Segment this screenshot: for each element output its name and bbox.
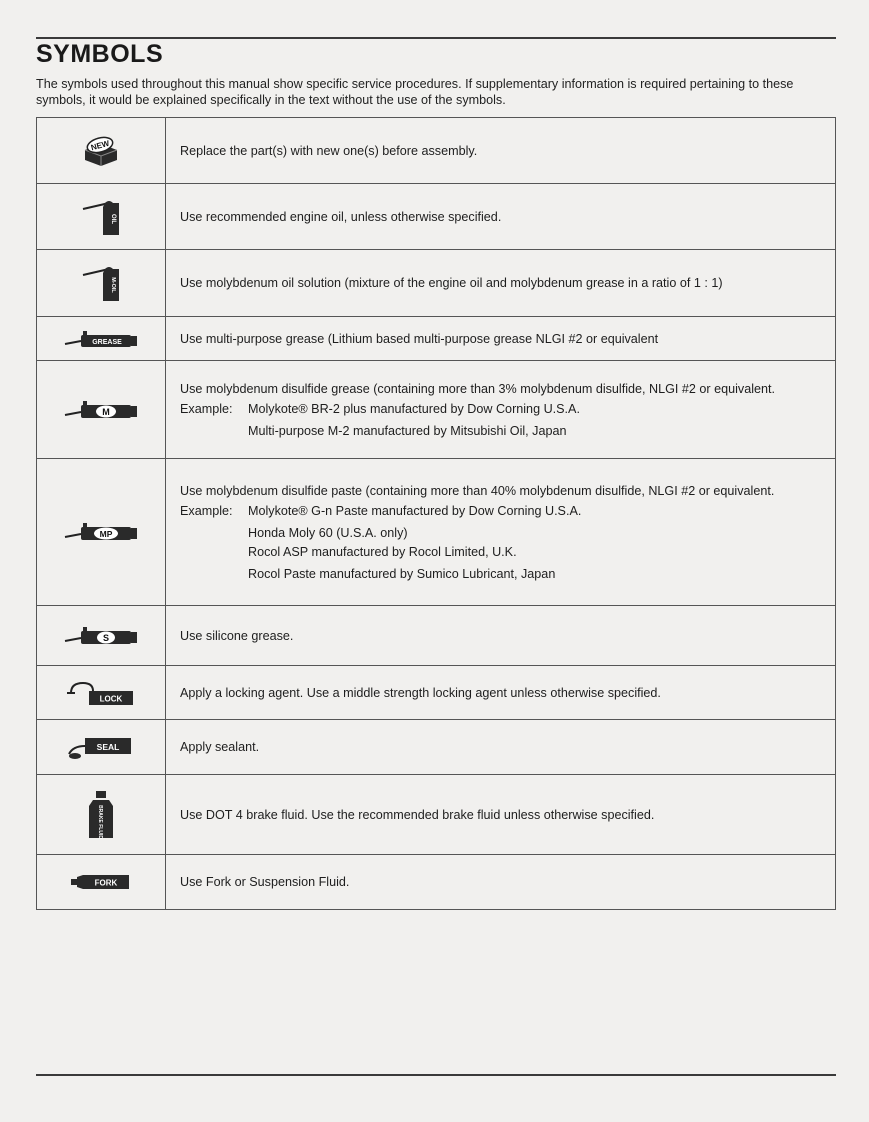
svg-text:M: M: [102, 406, 110, 417]
page-title: SYMBOLS: [36, 40, 164, 68]
svg-text:SEAL: SEAL: [96, 742, 120, 752]
table-row: [37, 184, 836, 250]
example-block: [180, 401, 821, 439]
icon-cell: [37, 250, 166, 317]
symbol-description: Use molybdenum disulfide paste (containing more than 40% molybdenum disulfide, NLGI #2 or equivalent.: [180, 483, 775, 498]
icon-cell: [37, 361, 166, 459]
table-row: [37, 118, 836, 184]
svg-text:OIL: OIL: [110, 213, 116, 224]
example-item: Honda Moly 60 (U.S.A. only): [248, 525, 408, 540]
svg-text:NEW: NEW: [89, 138, 111, 152]
svg-text:BRAKE FLUID: BRAKE FLUID: [97, 804, 103, 839]
engine-oil-icon: [79, 208, 123, 225]
symbol-description: Apply a locking agent. Use a middle strength locking agent unless otherwise specified.: [166, 666, 836, 720]
table-row: [37, 855, 836, 910]
symbol-description: Use silicone grease.: [166, 606, 836, 666]
icon-cell: [37, 606, 166, 666]
symbol-description: Use Fork or Suspension Fluid.: [166, 855, 836, 910]
icon-cell: [37, 855, 166, 910]
symbol-description: Use molybdenum oil solution (mixture of the engine oil and molybdenum grease in a ratio of 1 : 1): [166, 250, 836, 317]
symbol-description: Use multi-purpose grease (Lithium based multi-purpose grease NLGI #2 or equivalent: [166, 317, 836, 361]
table-row: [37, 361, 836, 459]
top-rule: [36, 37, 836, 39]
icon-cell: [37, 184, 166, 250]
icon-cell: [37, 459, 166, 606]
symbols-table: [36, 117, 836, 910]
svg-text:LOCK: LOCK: [99, 694, 123, 703]
fork-fluid-icon: [69, 873, 133, 890]
icon-cell: [37, 118, 166, 184]
symbol-description-cell: [166, 361, 836, 459]
example-block: [180, 503, 821, 582]
svg-text:MP: MP: [99, 529, 113, 539]
table-row: [37, 720, 836, 775]
svg-text:GREASE: GREASE: [92, 338, 122, 346]
symbol-description: Use molybdenum disulfide grease (containing more than 3% molybdenum disulfide, NLGI #2 or equivalent.: [180, 381, 776, 396]
brake-fluid-icon: [86, 804, 116, 839]
example-item: Rocol Paste manufactured by Sumico Lubricant, Japan: [248, 566, 556, 581]
symbol-description-cell: [166, 459, 836, 606]
example-item: Multi-purpose M-2 manufactured by Mitsubishi Oil, Japan: [248, 423, 567, 438]
example-item: Molykote® BR-2 plus manufactured by Dow Corning U.S.A.: [248, 401, 580, 416]
molybdenum-paste-icon: [63, 523, 139, 540]
symbol-description: Replace the part(s) with new one(s) before assembly.: [166, 118, 836, 184]
symbol-description: Use DOT 4 brake fluid. Use the recommended brake fluid unless otherwise specified.: [166, 775, 836, 855]
svg-text:M-OIL: M-OIL: [110, 277, 116, 293]
table-row: [37, 459, 836, 606]
table-row: [37, 250, 836, 317]
grease-icon: [63, 330, 139, 347]
icon-cell: [37, 720, 166, 775]
table-row: [37, 775, 836, 855]
example-item: Rocol ASP manufactured by Rocol Limited, U.K.: [248, 544, 517, 559]
bottom-rule: [36, 1074, 836, 1076]
icon-cell: [37, 775, 166, 855]
symbol-description: Apply sealant.: [166, 720, 836, 775]
molybdenum-grease-icon: [63, 401, 139, 418]
table-row: [37, 317, 836, 361]
new-part-icon: [79, 138, 123, 159]
icon-cell: [37, 666, 166, 720]
svg-text:S: S: [102, 632, 110, 643]
intro-paragraph: The symbols used throughout this manual show specific service procedures. If supplementary information is required pertaining to these symbols, it would be explained specifically in the text without the use of the symbols.: [36, 77, 794, 107]
table-row: [37, 666, 836, 720]
icon-cell: [37, 317, 166, 361]
symbol-description: Use recommended engine oil, unless otherwise specified.: [166, 184, 836, 250]
table-row: [37, 606, 836, 666]
molybdenum-oil-icon: [79, 274, 123, 291]
sealant-icon: [65, 738, 137, 755]
example-item: Molykote® G-n Paste manufactured by Dow Corning U.S.A.: [248, 503, 582, 518]
locking-agent-icon: [65, 684, 137, 701]
example-label: Example:: [180, 503, 233, 518]
svg-text:FORK: FORK: [94, 878, 118, 888]
example-label: Example:: [180, 401, 233, 416]
silicone-grease-icon: [63, 627, 139, 644]
